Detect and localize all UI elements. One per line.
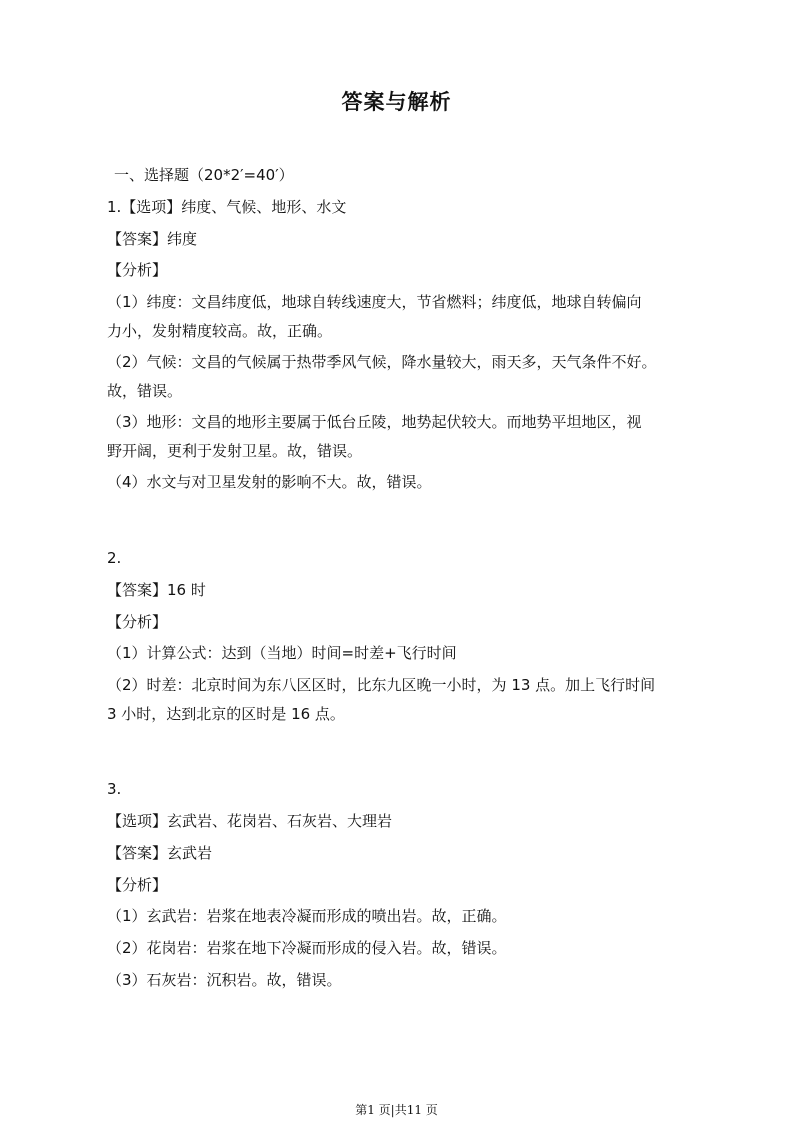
q1-analysis-label: 【分析】 [107, 261, 168, 280]
q3-analysis-label: 【分析】 [107, 875, 168, 894]
q1-p1-line-1: （1）纬度：文昌纬度低，地球自转线速度大，节省燃料；纬度低，地球自转偏向 [107, 293, 642, 312]
spacer [107, 730, 689, 774]
q1-answer: 【答案】纬度 [107, 229, 198, 248]
q3-number: 3. [107, 780, 122, 799]
q2-answer: 【答案】16 时 [107, 580, 206, 599]
q3-paragraph-1: （1）玄武岩：岩浆在地表冷凝而形成的喷出岩。故，正确。 [107, 907, 507, 926]
q1-paragraph-3 [107, 407, 689, 467]
q1-paragraph-2 [107, 347, 689, 407]
q1-p2-line-2: 故，错误。 [107, 382, 183, 401]
q2-analysis-label: 【分析】 [107, 612, 168, 631]
question-1 [107, 192, 689, 499]
q1-p3-line-1: （3）地形：文昌的地形主要属于低台丘陵，地势起伏较大。而地势平坦地区，视 [107, 413, 642, 432]
q3-options: 【选项】玄武岩、花岗岩、石灰岩、大理岩 [107, 811, 393, 830]
document-body [107, 160, 689, 997]
page-title: 答案与解析 [341, 90, 452, 114]
q1-p3-line-2: 野开阔，更利于发射卫星。故，错误。 [107, 442, 363, 461]
q3-paragraph-2: （2）花岗岩：岩浆在地下冷凝而形成的侵入岩。故，错误。 [107, 939, 507, 958]
q2-paragraph-2 [107, 670, 689, 730]
q2-paragraph-1: （1）计算公式：达到（当地）时间=时差+飞行时间 [107, 644, 457, 663]
q3-paragraph-3: （3）石灰岩：沉积岩。故，错误。 [107, 970, 342, 989]
q1-options: 1.【选项】纬度、气候、地形、水文 [107, 197, 347, 216]
question-2 [107, 543, 689, 730]
q2-p2-line-1: （2）时差：北京时间为东八区区时，比东九区晚一小时，为 13 点。加上飞行时间 [107, 676, 656, 695]
page-footer: 第1 页|共11 页 [355, 1103, 438, 1117]
q2-p2-line-2: 3 小时，达到北京的区时是 16 点。 [107, 705, 345, 724]
question-3 [107, 774, 689, 997]
q2-number: 2. [107, 548, 122, 567]
q1-paragraph-4: （4）水文与对卫星发射的影响不大。故，错误。 [107, 473, 432, 492]
section-heading: 一、选择题（20*2′=40′） [114, 166, 294, 184]
spacer [107, 499, 689, 543]
q1-p1-line-2: 力小，发射精度较高。故，正确。 [107, 322, 333, 341]
q3-answer: 【答案】玄武岩 [107, 843, 213, 862]
q1-p2-line-1: （2）气候：文昌的气候属于热带季风气候，降水量较大，雨天多，天气条件不好。 [107, 353, 657, 372]
q1-paragraph-1 [107, 287, 689, 347]
